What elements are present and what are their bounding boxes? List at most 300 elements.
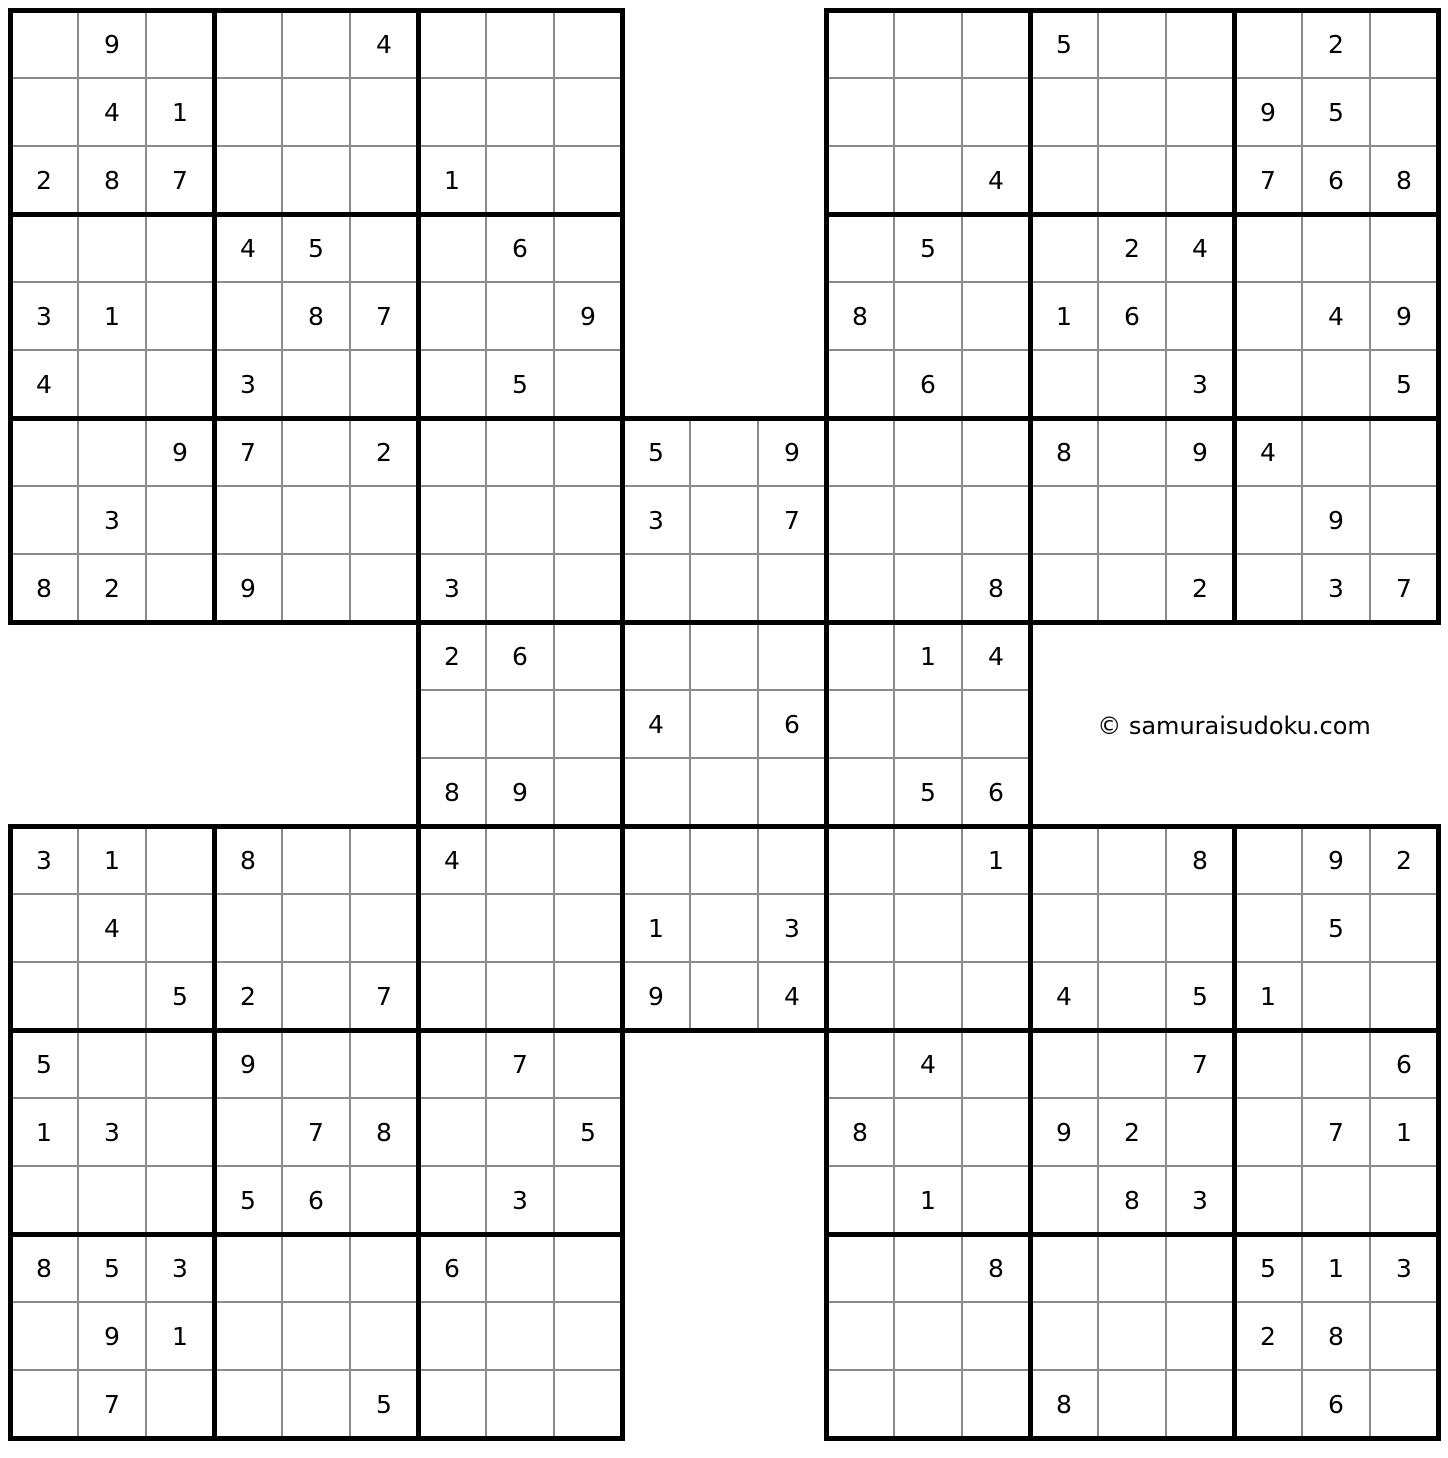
sudoku-cell-bottom-left-r9c4[interactable] — [214, 1370, 282, 1438]
sudoku-cell-center-r4c1[interactable]: 2 — [418, 622, 486, 690]
sudoku-cell-center-r8c5[interactable] — [690, 894, 758, 962]
sudoku-cell-bottom-right-r5c5[interactable]: 2 — [1098, 1098, 1166, 1166]
sudoku-cell-center-r4c4[interactable] — [622, 622, 690, 690]
sudoku-cell-top-right-r9c6[interactable]: 2 — [1166, 554, 1234, 622]
sudoku-cell-top-left-r2c1[interactable] — [10, 78, 78, 146]
sudoku-cell-top-right-r3c4[interactable] — [1030, 146, 1098, 214]
sudoku-cell-bottom-right-r9c7[interactable] — [1234, 1370, 1302, 1438]
sudoku-cell-top-right-r8c9[interactable] — [1370, 486, 1438, 554]
sudoku-cell-top-right-r8c1[interactable] — [826, 486, 894, 554]
sudoku-cell-center-r9c3[interactable] — [554, 962, 622, 1030]
sudoku-cell-center-r9c1[interactable] — [418, 962, 486, 1030]
sudoku-cell-center-r5c6[interactable]: 6 — [758, 690, 826, 758]
sudoku-cell-center-r7c4[interactable] — [622, 826, 690, 894]
sudoku-cell-bottom-left-r6c3[interactable] — [146, 1166, 214, 1234]
sudoku-cell-bottom-left-r2c4[interactable] — [214, 894, 282, 962]
sudoku-cell-top-right-r1c3[interactable] — [962, 10, 1030, 78]
sudoku-cell-top-left-r7c3[interactable]: 9 — [146, 418, 214, 486]
sudoku-cell-bottom-right-r4c4[interactable] — [1030, 1030, 1098, 1098]
sudoku-cell-bottom-right-r4c3[interactable] — [962, 1030, 1030, 1098]
sudoku-cell-bottom-right-r7c2[interactable] — [894, 1234, 962, 1302]
sudoku-cell-center-r7c3[interactable] — [554, 826, 622, 894]
sudoku-cell-bottom-left-r1c3[interactable] — [146, 826, 214, 894]
sudoku-cell-bottom-left-r3c5[interactable] — [282, 962, 350, 1030]
sudoku-cell-bottom-right-r3c6[interactable]: 5 — [1166, 962, 1234, 1030]
sudoku-cell-bottom-right-r3c8[interactable] — [1302, 962, 1370, 1030]
sudoku-cell-top-left-r5c5[interactable]: 8 — [282, 282, 350, 350]
sudoku-cell-bottom-left-r1c6[interactable] — [350, 826, 418, 894]
sudoku-cell-top-right-r9c3[interactable]: 8 — [962, 554, 1030, 622]
sudoku-cell-bottom-left-r1c5[interactable] — [282, 826, 350, 894]
sudoku-cell-top-left-r8c7[interactable] — [418, 486, 486, 554]
sudoku-cell-center-r5c2[interactable] — [486, 690, 554, 758]
sudoku-cell-bottom-left-r6c4[interactable]: 5 — [214, 1166, 282, 1234]
sudoku-cell-bottom-left-r7c4[interactable] — [214, 1234, 282, 1302]
sudoku-cell-bottom-left-r9c6[interactable]: 5 — [350, 1370, 418, 1438]
sudoku-cell-top-right-r8c3[interactable] — [962, 486, 1030, 554]
sudoku-cell-top-right-r2c3[interactable] — [962, 78, 1030, 146]
sudoku-cell-center-r8c7[interactable] — [826, 894, 894, 962]
sudoku-cell-bottom-left-r4c2[interactable] — [78, 1030, 146, 1098]
sudoku-cell-bottom-left-r5c5[interactable]: 7 — [282, 1098, 350, 1166]
sudoku-cell-bottom-left-r7c7[interactable]: 6 — [418, 1234, 486, 1302]
sudoku-cell-top-right-r1c2[interactable] — [894, 10, 962, 78]
sudoku-cell-bottom-left-r6c6[interactable] — [350, 1166, 418, 1234]
sudoku-cell-top-left-r7c6[interactable]: 2 — [350, 418, 418, 486]
sudoku-cell-bottom-left-r6c1[interactable] — [10, 1166, 78, 1234]
sudoku-cell-bottom-left-r5c3[interactable] — [146, 1098, 214, 1166]
sudoku-cell-bottom-right-r8c7[interactable]: 2 — [1234, 1302, 1302, 1370]
sudoku-cell-center-r6c2[interactable]: 9 — [486, 758, 554, 826]
sudoku-cell-center-r1c5[interactable] — [690, 418, 758, 486]
sudoku-cell-top-left-r3c3[interactable]: 7 — [146, 146, 214, 214]
sudoku-cell-bottom-right-r4c7[interactable] — [1234, 1030, 1302, 1098]
sudoku-cell-bottom-right-r6c1[interactable] — [826, 1166, 894, 1234]
sudoku-cell-top-right-r8c5[interactable] — [1098, 486, 1166, 554]
sudoku-cell-bottom-left-r5c9[interactable]: 5 — [554, 1098, 622, 1166]
sudoku-cell-center-r5c9[interactable] — [962, 690, 1030, 758]
sudoku-cell-center-r7c5[interactable] — [690, 826, 758, 894]
sudoku-cell-top-right-r3c3[interactable]: 4 — [962, 146, 1030, 214]
sudoku-cell-bottom-right-r6c2[interactable]: 1 — [894, 1166, 962, 1234]
sudoku-cell-top-left-r1c9[interactable] — [554, 10, 622, 78]
sudoku-cell-bottom-right-r4c1[interactable] — [826, 1030, 894, 1098]
sudoku-cell-bottom-left-r6c2[interactable] — [78, 1166, 146, 1234]
sudoku-cell-top-right-r4c8[interactable] — [1302, 214, 1370, 282]
sudoku-cell-bottom-right-r4c5[interactable] — [1098, 1030, 1166, 1098]
sudoku-cell-bottom-right-r1c8[interactable]: 9 — [1302, 826, 1370, 894]
sudoku-cell-center-r8c9[interactable] — [962, 894, 1030, 962]
sudoku-cell-bottom-left-r8c4[interactable] — [214, 1302, 282, 1370]
sudoku-cell-bottom-right-r9c4[interactable]: 8 — [1030, 1370, 1098, 1438]
sudoku-cell-bottom-right-r9c2[interactable] — [894, 1370, 962, 1438]
sudoku-cell-top-right-r7c7[interactable]: 4 — [1234, 418, 1302, 486]
sudoku-cell-center-r4c3[interactable] — [554, 622, 622, 690]
sudoku-cell-top-right-r2c4[interactable] — [1030, 78, 1098, 146]
sudoku-cell-top-left-r9c3[interactable] — [146, 554, 214, 622]
sudoku-cell-top-right-r3c6[interactable] — [1166, 146, 1234, 214]
sudoku-cell-top-right-r3c2[interactable] — [894, 146, 962, 214]
sudoku-cell-center-r5c4[interactable]: 4 — [622, 690, 690, 758]
sudoku-cell-bottom-right-r2c9[interactable] — [1370, 894, 1438, 962]
sudoku-cell-top-left-r3c6[interactable] — [350, 146, 418, 214]
sudoku-cell-center-r8c6[interactable]: 3 — [758, 894, 826, 962]
sudoku-cell-top-right-r4c7[interactable] — [1234, 214, 1302, 282]
sudoku-cell-top-right-r2c6[interactable] — [1166, 78, 1234, 146]
sudoku-cell-center-r8c8[interactable] — [894, 894, 962, 962]
sudoku-cell-center-r4c6[interactable] — [758, 622, 826, 690]
sudoku-cell-top-left-r3c9[interactable] — [554, 146, 622, 214]
sudoku-cell-top-right-r7c9[interactable] — [1370, 418, 1438, 486]
sudoku-cell-top-right-r7c3[interactable] — [962, 418, 1030, 486]
sudoku-cell-center-r5c3[interactable] — [554, 690, 622, 758]
sudoku-cell-top-left-r5c1[interactable]: 3 — [10, 282, 78, 350]
sudoku-cell-bottom-right-r3c7[interactable]: 1 — [1234, 962, 1302, 1030]
sudoku-cell-top-left-r6c2[interactable] — [78, 350, 146, 418]
sudoku-cell-bottom-right-r8c2[interactable] — [894, 1302, 962, 1370]
sudoku-cell-center-r9c6[interactable]: 4 — [758, 962, 826, 1030]
sudoku-cell-top-left-r2c2[interactable]: 4 — [78, 78, 146, 146]
sudoku-cell-bottom-right-r8c1[interactable] — [826, 1302, 894, 1370]
sudoku-cell-top-left-r1c7[interactable] — [418, 10, 486, 78]
sudoku-cell-top-right-r8c4[interactable] — [1030, 486, 1098, 554]
sudoku-cell-top-left-r2c3[interactable]: 1 — [146, 78, 214, 146]
sudoku-cell-bottom-right-r4c9[interactable]: 6 — [1370, 1030, 1438, 1098]
sudoku-cell-center-r4c9[interactable]: 4 — [962, 622, 1030, 690]
sudoku-cell-top-left-r6c5[interactable] — [282, 350, 350, 418]
sudoku-cell-bottom-right-r7c5[interactable] — [1098, 1234, 1166, 1302]
sudoku-cell-bottom-left-r5c4[interactable] — [214, 1098, 282, 1166]
sudoku-cell-bottom-left-r9c9[interactable] — [554, 1370, 622, 1438]
sudoku-cell-top-right-r5c8[interactable]: 4 — [1302, 282, 1370, 350]
sudoku-cell-bottom-right-r9c5[interactable] — [1098, 1370, 1166, 1438]
sudoku-cell-top-left-r5c4[interactable] — [214, 282, 282, 350]
sudoku-cell-center-r3c6[interactable] — [758, 554, 826, 622]
sudoku-cell-center-r7c9[interactable]: 1 — [962, 826, 1030, 894]
sudoku-cell-bottom-left-r4c1[interactable]: 5 — [10, 1030, 78, 1098]
sudoku-cell-bottom-right-r2c8[interactable]: 5 — [1302, 894, 1370, 962]
sudoku-cell-top-left-r7c8[interactable] — [486, 418, 554, 486]
sudoku-cell-bottom-left-r1c2[interactable]: 1 — [78, 826, 146, 894]
sudoku-cell-top-right-r8c7[interactable] — [1234, 486, 1302, 554]
sudoku-cell-top-right-r4c9[interactable] — [1370, 214, 1438, 282]
sudoku-cell-center-r3c5[interactable] — [690, 554, 758, 622]
sudoku-cell-top-left-r5c8[interactable] — [486, 282, 554, 350]
sudoku-cell-top-left-r3c4[interactable] — [214, 146, 282, 214]
sudoku-cell-top-left-r4c2[interactable] — [78, 214, 146, 282]
sudoku-cell-bottom-left-r5c7[interactable] — [418, 1098, 486, 1166]
sudoku-cell-bottom-right-r4c8[interactable] — [1302, 1030, 1370, 1098]
sudoku-cell-top-left-r7c7[interactable] — [418, 418, 486, 486]
sudoku-cell-bottom-left-r9c8[interactable] — [486, 1370, 554, 1438]
sudoku-cell-center-r9c8[interactable] — [894, 962, 962, 1030]
sudoku-cell-top-left-r6c7[interactable] — [418, 350, 486, 418]
sudoku-cell-bottom-left-r2c2[interactable]: 4 — [78, 894, 146, 962]
sudoku-cell-top-right-r5c2[interactable] — [894, 282, 962, 350]
sudoku-cell-bottom-right-r5c1[interactable]: 8 — [826, 1098, 894, 1166]
sudoku-cell-top-right-r7c6[interactable]: 9 — [1166, 418, 1234, 486]
sudoku-cell-top-left-r4c9[interactable] — [554, 214, 622, 282]
sudoku-cell-top-right-r5c5[interactable]: 6 — [1098, 282, 1166, 350]
sudoku-cell-bottom-left-r9c7[interactable] — [418, 1370, 486, 1438]
sudoku-cell-center-r9c5[interactable] — [690, 962, 758, 1030]
sudoku-cell-bottom-right-r2c6[interactable] — [1166, 894, 1234, 962]
sudoku-cell-center-r1c4[interactable]: 5 — [622, 418, 690, 486]
sudoku-cell-top-right-r5c6[interactable] — [1166, 282, 1234, 350]
sudoku-cell-bottom-left-r8c7[interactable] — [418, 1302, 486, 1370]
sudoku-cell-top-right-r4c6[interactable]: 4 — [1166, 214, 1234, 282]
sudoku-cell-top-left-r5c9[interactable]: 9 — [554, 282, 622, 350]
sudoku-cell-top-right-r5c3[interactable] — [962, 282, 1030, 350]
sudoku-cell-bottom-right-r1c4[interactable] — [1030, 826, 1098, 894]
sudoku-cell-bottom-right-r6c5[interactable]: 8 — [1098, 1166, 1166, 1234]
sudoku-cell-top-left-r7c4[interactable]: 7 — [214, 418, 282, 486]
sudoku-cell-bottom-left-r4c5[interactable] — [282, 1030, 350, 1098]
sudoku-cell-top-left-r5c6[interactable]: 7 — [350, 282, 418, 350]
sudoku-cell-center-r6c5[interactable] — [690, 758, 758, 826]
sudoku-cell-bottom-right-r1c6[interactable]: 8 — [1166, 826, 1234, 894]
sudoku-cell-bottom-right-r5c9[interactable]: 1 — [1370, 1098, 1438, 1166]
sudoku-cell-top-right-r9c7[interactable] — [1234, 554, 1302, 622]
sudoku-cell-center-r2c5[interactable] — [690, 486, 758, 554]
sudoku-cell-bottom-right-r6c3[interactable] — [962, 1166, 1030, 1234]
sudoku-cell-top-left-r4c4[interactable]: 4 — [214, 214, 282, 282]
sudoku-cell-bottom-left-r2c6[interactable] — [350, 894, 418, 962]
sudoku-cell-bottom-right-r5c7[interactable] — [1234, 1098, 1302, 1166]
sudoku-cell-center-r1c6[interactable]: 9 — [758, 418, 826, 486]
sudoku-cell-top-right-r2c7[interactable]: 9 — [1234, 78, 1302, 146]
sudoku-cell-top-left-r4c8[interactable]: 6 — [486, 214, 554, 282]
sudoku-cell-center-r4c8[interactable]: 1 — [894, 622, 962, 690]
sudoku-cell-top-right-r7c2[interactable] — [894, 418, 962, 486]
sudoku-cell-top-right-r2c9[interactable] — [1370, 78, 1438, 146]
sudoku-cell-top-right-r5c4[interactable]: 1 — [1030, 282, 1098, 350]
sudoku-cell-top-right-r6c7[interactable] — [1234, 350, 1302, 418]
sudoku-cell-bottom-right-r1c9[interactable]: 2 — [1370, 826, 1438, 894]
sudoku-cell-top-left-r7c9[interactable] — [554, 418, 622, 486]
sudoku-cell-center-r5c8[interactable] — [894, 690, 962, 758]
sudoku-cell-bottom-right-r8c3[interactable] — [962, 1302, 1030, 1370]
sudoku-cell-center-r4c2[interactable]: 6 — [486, 622, 554, 690]
sudoku-cell-bottom-right-r6c6[interactable]: 3 — [1166, 1166, 1234, 1234]
sudoku-cell-top-left-r1c4[interactable] — [214, 10, 282, 78]
sudoku-cell-top-left-r2c5[interactable] — [282, 78, 350, 146]
sudoku-cell-bottom-left-r8c9[interactable] — [554, 1302, 622, 1370]
sudoku-cell-bottom-left-r8c5[interactable] — [282, 1302, 350, 1370]
sudoku-cell-top-right-r1c7[interactable] — [1234, 10, 1302, 78]
sudoku-cell-top-left-r8c3[interactable] — [146, 486, 214, 554]
sudoku-cell-center-r9c7[interactable] — [826, 962, 894, 1030]
sudoku-cell-top-left-r4c7[interactable] — [418, 214, 486, 282]
sudoku-cell-center-r8c3[interactable] — [554, 894, 622, 962]
sudoku-cell-top-left-r3c1[interactable]: 2 — [10, 146, 78, 214]
sudoku-cell-center-r7c1[interactable]: 4 — [418, 826, 486, 894]
sudoku-cell-top-right-r1c8[interactable]: 2 — [1302, 10, 1370, 78]
sudoku-cell-top-left-r1c3[interactable] — [146, 10, 214, 78]
sudoku-cell-bottom-right-r4c6[interactable]: 7 — [1166, 1030, 1234, 1098]
sudoku-cell-top-right-r4c4[interactable] — [1030, 214, 1098, 282]
sudoku-cell-bottom-left-r5c8[interactable] — [486, 1098, 554, 1166]
sudoku-cell-bottom-right-r8c9[interactable] — [1370, 1302, 1438, 1370]
sudoku-cell-center-r4c7[interactable] — [826, 622, 894, 690]
sudoku-cell-top-left-r6c3[interactable] — [146, 350, 214, 418]
sudoku-cell-center-r7c7[interactable] — [826, 826, 894, 894]
sudoku-cell-top-left-r5c3[interactable] — [146, 282, 214, 350]
sudoku-cell-top-left-r1c5[interactable] — [282, 10, 350, 78]
sudoku-cell-bottom-right-r9c1[interactable] — [826, 1370, 894, 1438]
sudoku-cell-top-right-r5c7[interactable] — [1234, 282, 1302, 350]
sudoku-cell-top-left-r4c1[interactable] — [10, 214, 78, 282]
sudoku-cell-top-right-r7c8[interactable] — [1302, 418, 1370, 486]
sudoku-cell-top-left-r5c2[interactable]: 1 — [78, 282, 146, 350]
sudoku-cell-top-right-r3c9[interactable]: 8 — [1370, 146, 1438, 214]
sudoku-cell-bottom-right-r2c5[interactable] — [1098, 894, 1166, 962]
sudoku-cell-bottom-left-r4c7[interactable] — [418, 1030, 486, 1098]
sudoku-cell-bottom-left-r4c4[interactable]: 9 — [214, 1030, 282, 1098]
sudoku-cell-top-right-r4c1[interactable] — [826, 214, 894, 282]
sudoku-cell-bottom-right-r9c3[interactable] — [962, 1370, 1030, 1438]
sudoku-cell-top-right-r5c1[interactable]: 8 — [826, 282, 894, 350]
sudoku-cell-top-right-r9c9[interactable]: 7 — [1370, 554, 1438, 622]
sudoku-cell-bottom-right-r7c7[interactable]: 5 — [1234, 1234, 1302, 1302]
sudoku-cell-top-left-r3c7[interactable]: 1 — [418, 146, 486, 214]
sudoku-cell-top-left-r8c6[interactable] — [350, 486, 418, 554]
sudoku-cell-top-right-r7c4[interactable]: 8 — [1030, 418, 1098, 486]
sudoku-cell-top-right-r6c6[interactable]: 3 — [1166, 350, 1234, 418]
sudoku-cell-top-left-r5c7[interactable] — [418, 282, 486, 350]
sudoku-cell-top-left-r9c8[interactable] — [486, 554, 554, 622]
sudoku-cell-bottom-left-r8c8[interactable] — [486, 1302, 554, 1370]
sudoku-cell-top-left-r9c9[interactable] — [554, 554, 622, 622]
sudoku-cell-top-right-r3c1[interactable] — [826, 146, 894, 214]
sudoku-cell-bottom-left-r8c3[interactable]: 1 — [146, 1302, 214, 1370]
sudoku-cell-bottom-right-r1c5[interactable] — [1098, 826, 1166, 894]
sudoku-cell-center-r6c6[interactable] — [758, 758, 826, 826]
sudoku-cell-bottom-left-r5c6[interactable]: 8 — [350, 1098, 418, 1166]
sudoku-cell-bottom-right-r6c7[interactable] — [1234, 1166, 1302, 1234]
sudoku-cell-bottom-right-r8c6[interactable] — [1166, 1302, 1234, 1370]
sudoku-cell-bottom-left-r1c4[interactable]: 8 — [214, 826, 282, 894]
sudoku-cell-center-r2c6[interactable]: 7 — [758, 486, 826, 554]
sudoku-cell-bottom-right-r3c9[interactable] — [1370, 962, 1438, 1030]
sudoku-cell-top-right-r9c4[interactable] — [1030, 554, 1098, 622]
sudoku-cell-top-left-r1c2[interactable]: 9 — [78, 10, 146, 78]
sudoku-cell-bottom-right-r7c1[interactable] — [826, 1234, 894, 1302]
sudoku-cell-center-r6c4[interactable] — [622, 758, 690, 826]
sudoku-cell-bottom-left-r3c2[interactable] — [78, 962, 146, 1030]
sudoku-cell-top-left-r2c8[interactable] — [486, 78, 554, 146]
sudoku-cell-top-left-r2c9[interactable] — [554, 78, 622, 146]
sudoku-cell-top-left-r4c3[interactable] — [146, 214, 214, 282]
sudoku-cell-bottom-right-r7c9[interactable]: 3 — [1370, 1234, 1438, 1302]
sudoku-cell-center-r4c5[interactable] — [690, 622, 758, 690]
sudoku-cell-bottom-right-r3c5[interactable] — [1098, 962, 1166, 1030]
sudoku-cell-top-left-r8c5[interactable] — [282, 486, 350, 554]
sudoku-cell-center-r6c7[interactable] — [826, 758, 894, 826]
sudoku-cell-top-left-r3c2[interactable]: 8 — [78, 146, 146, 214]
sudoku-cell-top-right-r6c8[interactable] — [1302, 350, 1370, 418]
sudoku-cell-bottom-left-r7c5[interactable] — [282, 1234, 350, 1302]
sudoku-cell-bottom-right-r8c5[interactable] — [1098, 1302, 1166, 1370]
sudoku-cell-top-right-r1c9[interactable] — [1370, 10, 1438, 78]
sudoku-cell-top-right-r4c5[interactable]: 2 — [1098, 214, 1166, 282]
sudoku-cell-top-right-r8c6[interactable] — [1166, 486, 1234, 554]
sudoku-cell-bottom-left-r8c2[interactable]: 9 — [78, 1302, 146, 1370]
sudoku-cell-bottom-right-r9c9[interactable] — [1370, 1370, 1438, 1438]
sudoku-cell-top-left-r6c9[interactable] — [554, 350, 622, 418]
sudoku-cell-bottom-left-r2c3[interactable] — [146, 894, 214, 962]
sudoku-cell-top-left-r8c8[interactable] — [486, 486, 554, 554]
sudoku-cell-center-r8c4[interactable]: 1 — [622, 894, 690, 962]
sudoku-cell-top-right-r2c8[interactable]: 5 — [1302, 78, 1370, 146]
sudoku-cell-bottom-left-r7c2[interactable]: 5 — [78, 1234, 146, 1302]
sudoku-cell-bottom-right-r5c8[interactable]: 7 — [1302, 1098, 1370, 1166]
sudoku-cell-top-left-r8c2[interactable]: 3 — [78, 486, 146, 554]
sudoku-cell-top-left-r6c4[interactable]: 3 — [214, 350, 282, 418]
sudoku-cell-bottom-left-r6c9[interactable] — [554, 1166, 622, 1234]
sudoku-cell-bottom-right-r6c9[interactable] — [1370, 1166, 1438, 1234]
sudoku-cell-top-right-r1c4[interactable]: 5 — [1030, 10, 1098, 78]
sudoku-cell-top-right-r9c5[interactable] — [1098, 554, 1166, 622]
sudoku-cell-bottom-left-r9c2[interactable]: 7 — [78, 1370, 146, 1438]
sudoku-cell-top-right-r6c3[interactable] — [962, 350, 1030, 418]
sudoku-cell-center-r6c8[interactable]: 5 — [894, 758, 962, 826]
sudoku-cell-top-right-r3c7[interactable]: 7 — [1234, 146, 1302, 214]
sudoku-cell-top-left-r7c2[interactable] — [78, 418, 146, 486]
sudoku-cell-top-left-r3c8[interactable] — [486, 146, 554, 214]
sudoku-cell-top-right-r6c5[interactable] — [1098, 350, 1166, 418]
sudoku-cell-center-r7c8[interactable] — [894, 826, 962, 894]
sudoku-cell-bottom-right-r8c4[interactable] — [1030, 1302, 1098, 1370]
sudoku-cell-bottom-left-r8c6[interactable] — [350, 1302, 418, 1370]
sudoku-cell-bottom-left-r6c8[interactable]: 3 — [486, 1166, 554, 1234]
sudoku-cell-top-right-r6c2[interactable]: 6 — [894, 350, 962, 418]
sudoku-cell-top-left-r9c1[interactable]: 8 — [10, 554, 78, 622]
sudoku-cell-top-left-r9c7[interactable]: 3 — [418, 554, 486, 622]
sudoku-cell-bottom-left-r9c1[interactable] — [10, 1370, 78, 1438]
sudoku-cell-bottom-left-r7c8[interactable] — [486, 1234, 554, 1302]
sudoku-cell-bottom-right-r2c4[interactable] — [1030, 894, 1098, 962]
sudoku-cell-bottom-left-r2c5[interactable] — [282, 894, 350, 962]
sudoku-cell-bottom-left-r4c3[interactable] — [146, 1030, 214, 1098]
sudoku-cell-top-right-r9c1[interactable] — [826, 554, 894, 622]
sudoku-cell-bottom-right-r1c7[interactable] — [1234, 826, 1302, 894]
sudoku-cell-top-right-r9c2[interactable] — [894, 554, 962, 622]
sudoku-cell-top-left-r6c8[interactable]: 5 — [486, 350, 554, 418]
sudoku-cell-top-left-r2c7[interactable] — [418, 78, 486, 146]
sudoku-cell-top-left-r7c5[interactable] — [282, 418, 350, 486]
sudoku-cell-bottom-right-r5c6[interactable] — [1166, 1098, 1234, 1166]
sudoku-cell-bottom-right-r6c4[interactable] — [1030, 1166, 1098, 1234]
sudoku-cell-bottom-right-r6c8[interactable] — [1302, 1166, 1370, 1234]
sudoku-cell-bottom-right-r5c4[interactable]: 9 — [1030, 1098, 1098, 1166]
sudoku-cell-bottom-left-r4c8[interactable]: 7 — [486, 1030, 554, 1098]
sudoku-cell-top-left-r9c6[interactable] — [350, 554, 418, 622]
sudoku-cell-top-right-r8c2[interactable] — [894, 486, 962, 554]
sudoku-cell-bottom-left-r7c9[interactable] — [554, 1234, 622, 1302]
sudoku-cell-center-r3c4[interactable] — [622, 554, 690, 622]
sudoku-cell-center-r5c5[interactable] — [690, 690, 758, 758]
sudoku-cell-center-r9c9[interactable] — [962, 962, 1030, 1030]
sudoku-cell-center-r8c2[interactable] — [486, 894, 554, 962]
sudoku-cell-top-left-r4c5[interactable]: 5 — [282, 214, 350, 282]
sudoku-cell-top-left-r1c1[interactable] — [10, 10, 78, 78]
sudoku-cell-bottom-left-r9c5[interactable] — [282, 1370, 350, 1438]
sudoku-cell-center-r9c4[interactable]: 9 — [622, 962, 690, 1030]
sudoku-cell-top-right-r9c8[interactable]: 3 — [1302, 554, 1370, 622]
sudoku-cell-top-right-r2c5[interactable] — [1098, 78, 1166, 146]
sudoku-cell-top-right-r1c6[interactable] — [1166, 10, 1234, 78]
